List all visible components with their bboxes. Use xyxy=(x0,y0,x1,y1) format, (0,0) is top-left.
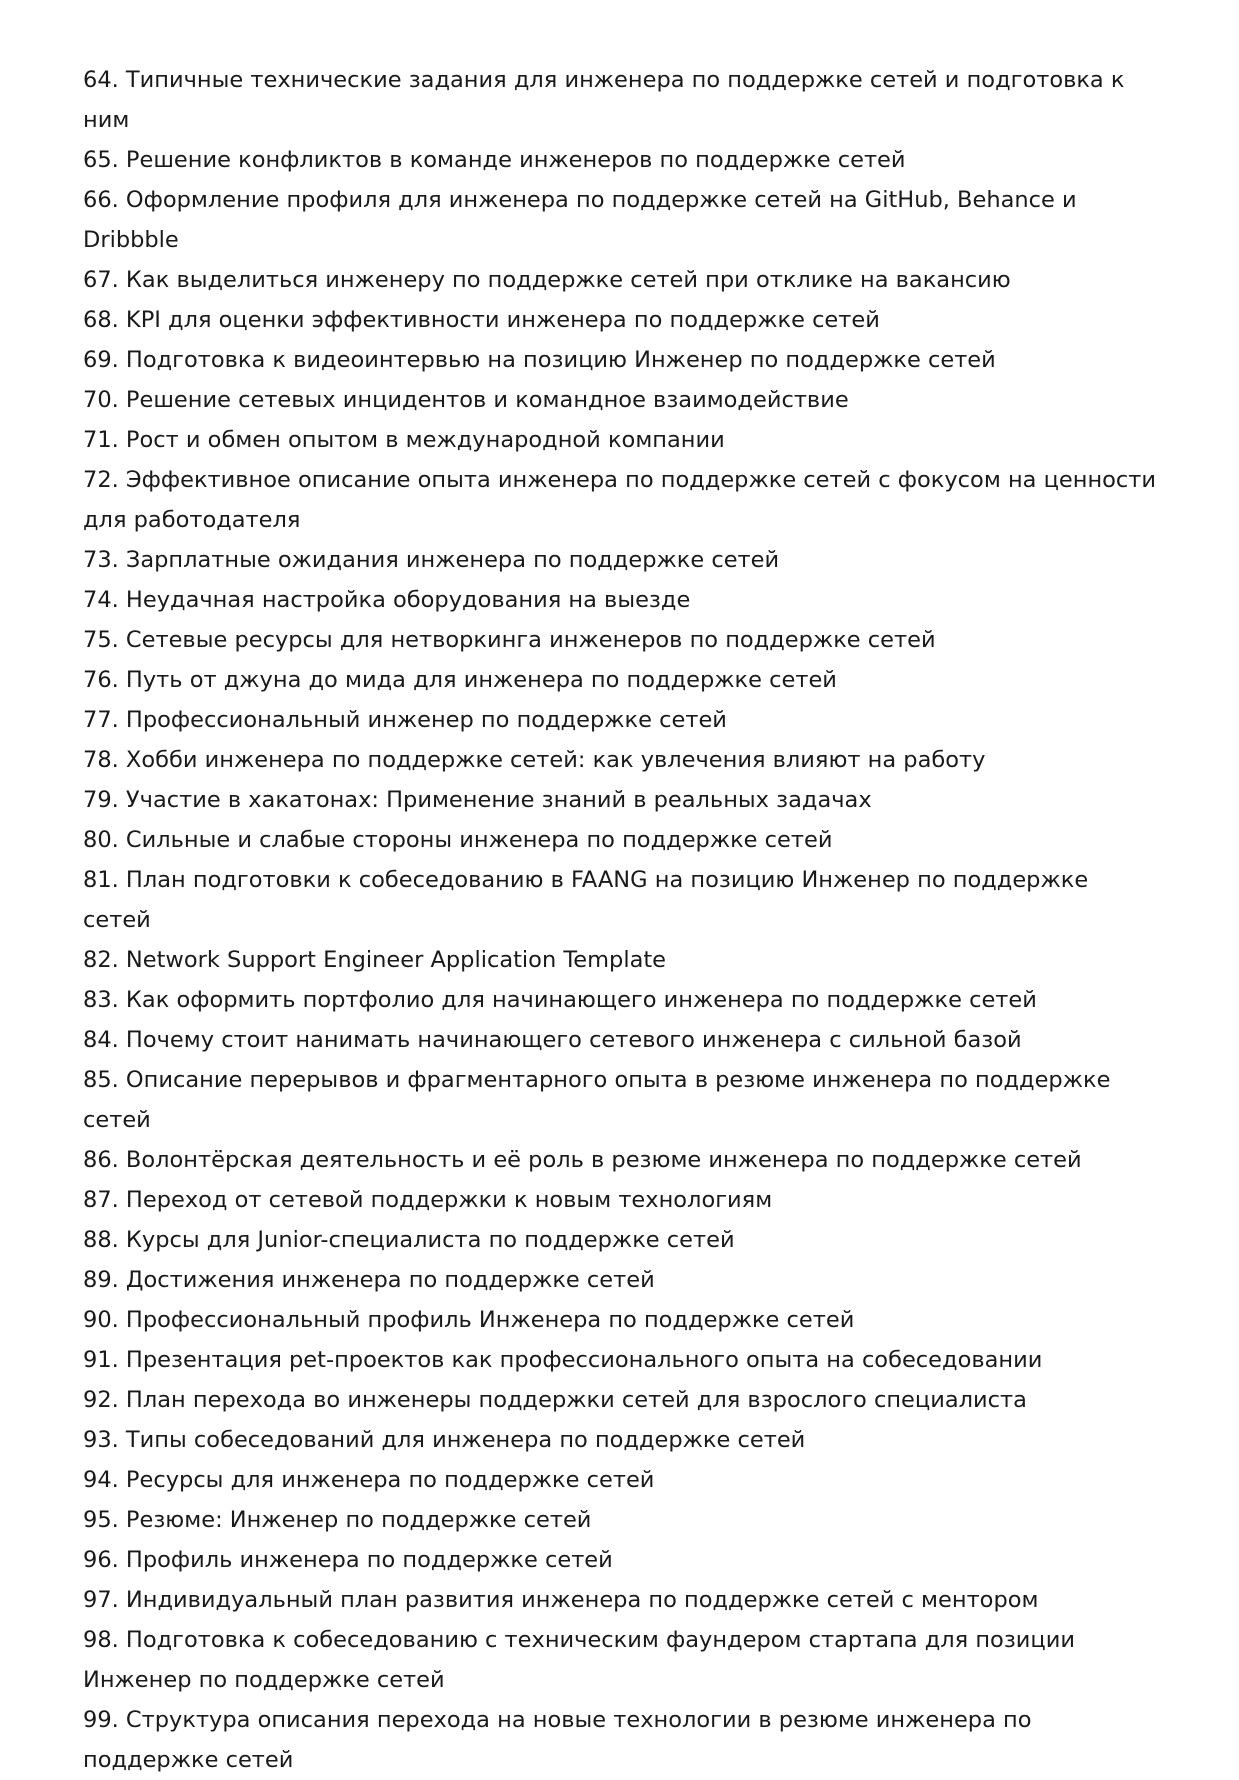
list-item-92: 92. План перехода во инженеры поддержки сетей для взрослого специалиста xyxy=(83,1387,1027,1413)
list-item-69: 69. Подготовка к видеоинтервью на позицию Инженер по поддержке сетей xyxy=(83,347,996,373)
list-item-75: 75. Сетевые ресурсы для нетворкинга инженеров по поддержке сетей xyxy=(83,627,936,653)
list-item-77: 77. Профессиональный инженер по поддержке сетей xyxy=(83,707,727,733)
list-item-93: 93. Типы собеседований для инженера по поддержке сетей xyxy=(83,1427,806,1453)
list-item-85: 85. Описание перерывов и фрагментарного опыта в резюме инженера по поддержке сетей xyxy=(83,1067,1111,1133)
list-item-94: 94. Ресурсы для инженера по поддержке сетей xyxy=(83,1467,655,1493)
list-item-96: 96. Профиль инженера по поддержке сетей xyxy=(83,1547,613,1573)
list-item-70: 70. Решение сетевых инцидентов и командное взаимодействие xyxy=(83,387,849,413)
list-item-78: 78. Хобби инженера по поддержке сетей: как увлечения влияют на работу xyxy=(83,747,986,773)
list-item-65: 65. Решение конфликтов в команде инженеров по поддержке сетей xyxy=(83,147,906,173)
list-item-79: 79. Участие в хакатонах: Применение знаний в реальных задачах xyxy=(83,787,872,813)
list-item-64: 64. Типичные технические задания для инженера по поддержке сетей и подготовка к ним xyxy=(83,67,1125,133)
list-item-86: 86. Волонтёрская деятельность и её роль в резюме инженера по поддержке сетей xyxy=(83,1147,1082,1173)
list-item-66: 66. Оформление профиля для инженера по поддержке сетей на GitHub, Behance и Dribbble xyxy=(83,187,1077,253)
list-item-89: 89. Достижения инженера по поддержке сетей xyxy=(83,1267,655,1293)
list-item-99: 99. Структура описания перехода на новые технологии в резюме инженера по поддержке сетей xyxy=(83,1707,1032,1773)
list-item-95: 95. Резюме: Инженер по поддержке сетей xyxy=(83,1507,592,1533)
list-item-83: 83. Как оформить портфолио для начинающего инженера по поддержке сетей xyxy=(83,987,1037,1013)
list-item-97: 97. Индивидуальный план развития инженера по поддержке сетей с ментором xyxy=(83,1587,1039,1613)
list-item-68: 68. KPI для оценки эффективности инженера по поддержке сетей xyxy=(83,307,880,333)
list-item-80: 80. Сильные и слабые стороны инженера по поддержке сетей xyxy=(83,827,833,853)
list-item-76: 76. Путь от джуна до мида для инженера по поддержке сетей xyxy=(83,667,837,693)
document-page xyxy=(83,60,1163,1780)
list-item-91: 91. Презентация pet-проектов как профессионального опыта на собеседовании xyxy=(83,1347,1043,1373)
list-item-73: 73. Зарплатные ожидания инженера по поддержке сетей xyxy=(83,547,780,573)
list-item-81: 81. План подготовки к собеседованию в FAANG на позицию Инженер по поддержке сетей xyxy=(83,867,1089,933)
list-item-72: 72. Эффективное описание опыта инженера по поддержке сетей с фокусом на ценности для работодателя xyxy=(83,467,1157,533)
list-item-71: 71. Рост и обмен опытом в международной компании xyxy=(83,427,725,453)
list-item-82: 82. Network Support Engineer Application Template xyxy=(83,947,667,973)
list-item-84: 84. Почему стоит нанимать начинающего сетевого инженера с сильной базой xyxy=(83,1027,1022,1053)
list-item-88: 88. Курсы для Junior-специалиста по поддержке сетей xyxy=(83,1227,735,1253)
list-item-74: 74. Неудачная настройка оборудования на выезде xyxy=(83,587,691,613)
list-item-98: 98. Подготовка к собеседованию с техническим фаундером стартапа для позиции Инженер по поддержке сетей xyxy=(83,1627,1075,1693)
list-item-67: 67. Как выделиться инженеру по поддержке сетей при отклике на вакансию xyxy=(83,267,1011,293)
list-item-87: 87. Переход от сетевой поддержки к новым технологиям xyxy=(83,1187,773,1213)
list-item-90: 90. Профессиональный профиль Инженера по поддержке сетей xyxy=(83,1307,855,1333)
